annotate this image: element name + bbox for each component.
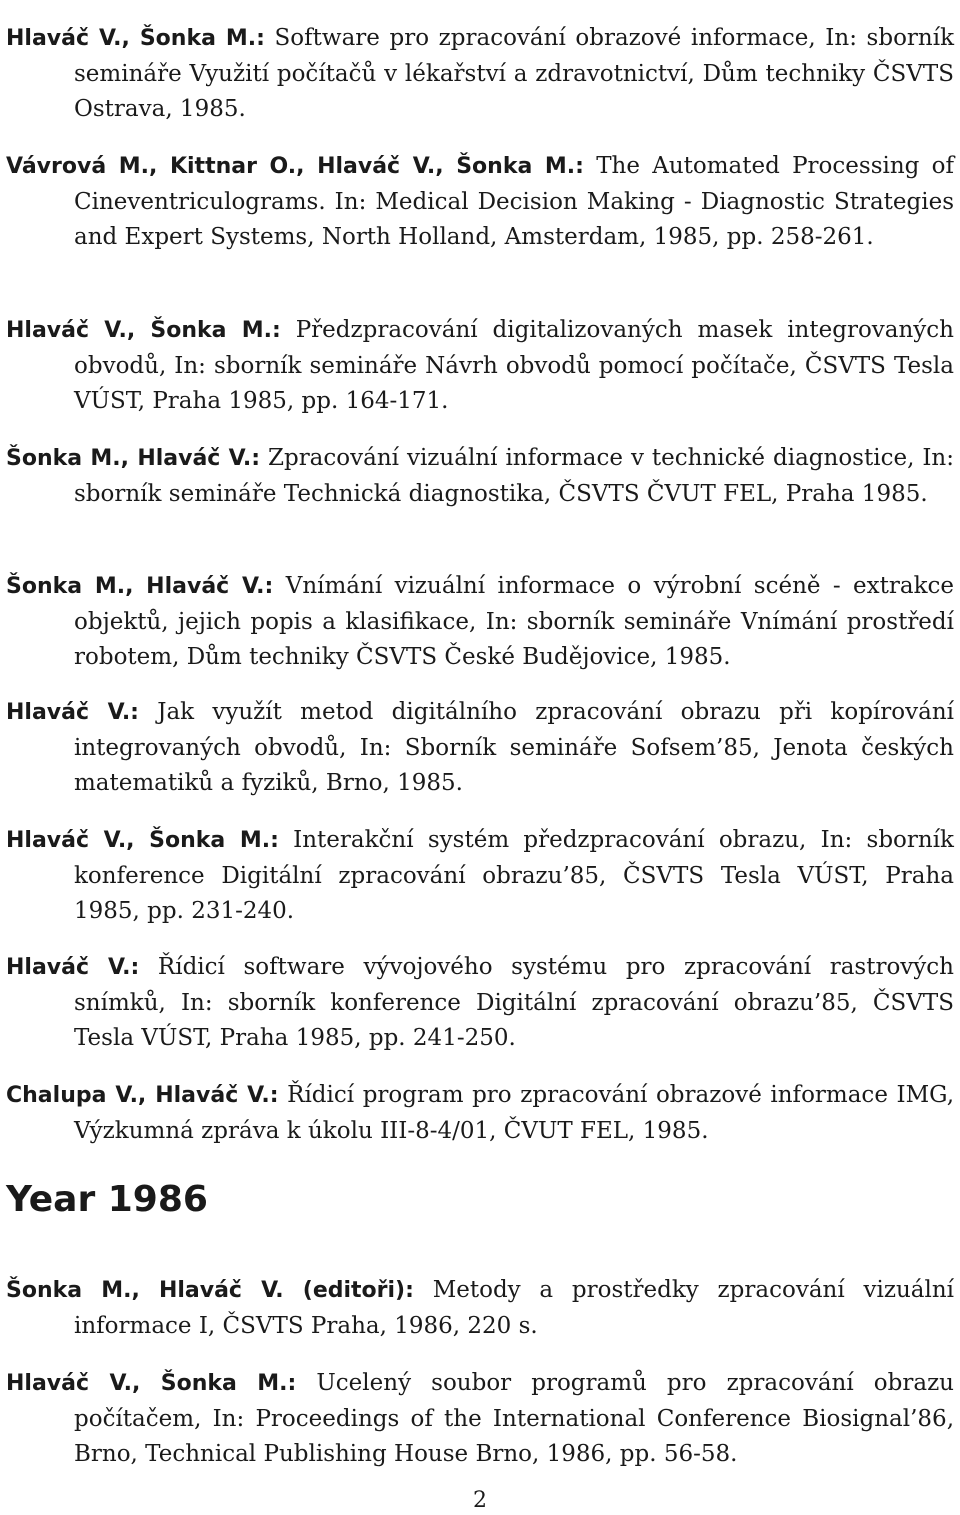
reference-authors: Šonka M., Hlaváč V. (editoři): (6, 1278, 414, 1303)
reference-text: Interakční systém předzpracování obrazu, In: sborník konference Digitální zpracování obrazu’85, ČSVTS Tesla VÚST, Praha 1985, pp. 231-240. (74, 827, 954, 924)
reference-entry (6, 695, 954, 802)
bibliography-page (6, 0, 954, 1515)
reference-text: Jak využít metod digitálního zpracování obrazu při kopírování integrovaných obvodů, In: Sborník semináře Sofsem’85, Jenota českých matematiků a fyziků, Brno, 1985. (74, 699, 955, 796)
reference-entry (6, 823, 954, 930)
reference-authors: Hlaváč V., Šonka M.: (6, 26, 265, 51)
reference-text: Software pro zpracování obrazové informace, In: sborník semináře Využití počítačů v lékařství a zdravotnictví, Dům techniky ČSVTS Ostrava, 1985. (74, 25, 955, 122)
reference-entry (6, 441, 954, 512)
reference-entry (6, 313, 954, 420)
reference-authors: Chalupa V., Hlaváč V.: (6, 1083, 279, 1108)
reference-text: Předzpracování digitalizovaných masek integrovaných obvodů, In: sborník semináře Návrh obvodů pomocí počítače, ČSVTS Tesla VÚST, Praha 1985, pp. 164-171. (74, 317, 954, 414)
reference-text: Metody a prostředky zpracování vizuální informace I, ČSVTS Praha, 1986, 220 s. (74, 1277, 954, 1339)
reference-entry (6, 1273, 954, 1344)
reference-entry (6, 950, 954, 1057)
reference-text: Řídicí program pro zpracování obrazové informace IMG, Výzkumná zpráva k úkolu III-8-4/01, ČVUT FEL, 1985. (74, 1082, 955, 1144)
section-heading: Year 1986 (6, 1179, 208, 1220)
reference-entry (6, 149, 954, 256)
reference-text: Ucelený soubor programů pro zpracování obrazu počítačem, In: Proceedings of the International Conference Biosignal’86, Brno, Technical Publishing House Brno, 1986, pp. 56-58. (74, 1370, 954, 1467)
reference-authors: Hlaváč V., Šonka M.: (6, 318, 281, 343)
page-number: 2 (473, 1488, 487, 1513)
reference-entry (6, 569, 954, 676)
reference-text: Zpracování vizuální informace v technické diagnostice, In: sborník semináře Technická diagnostika, ČSVTS ČVUT FEL, Praha 1985. (74, 445, 954, 507)
reference-authors: Vávrová M., Kittnar O., Hlaváč V., Šonka M.: (6, 154, 584, 179)
reference-entry (6, 21, 954, 128)
reference-authors: Šonka M., Hlaváč V.: (6, 446, 261, 471)
reference-authors: Hlaváč V.: (6, 700, 139, 725)
reference-entry (6, 1366, 954, 1473)
reference-authors: Šonka M., Hlaváč V.: (6, 574, 274, 599)
reference-text: Vnímání vizuální informace o výrobní scéně - extrakce objektů, jejich popis a klasifikace, In: sborník semináře Vnímání prostředí robotem, Dům techniky ČSVTS České Budějovice, 1985. (74, 573, 955, 670)
reference-entry (6, 1078, 954, 1149)
reference-authors: Hlaváč V., Šonka M.: (6, 1371, 297, 1396)
reference-text: Řídicí software vývojového systému pro zpracování rastrových snímků, In: sborník konference Digitální zpracování obrazu’85, ČSVTS Tesla VÚST, Praha 1985, pp. 241-250. (74, 954, 954, 1051)
reference-text: The Automated Processing of Cineventriculograms. In: Medical Decision Making - Diagnostic Strategies and Expert Systems, North Holland, Amsterdam, 1985, pp. 258-261. (74, 153, 954, 250)
reference-authors: Hlaváč V., Šonka M.: (6, 828, 279, 853)
reference-authors: Hlaváč V.: (6, 955, 140, 980)
